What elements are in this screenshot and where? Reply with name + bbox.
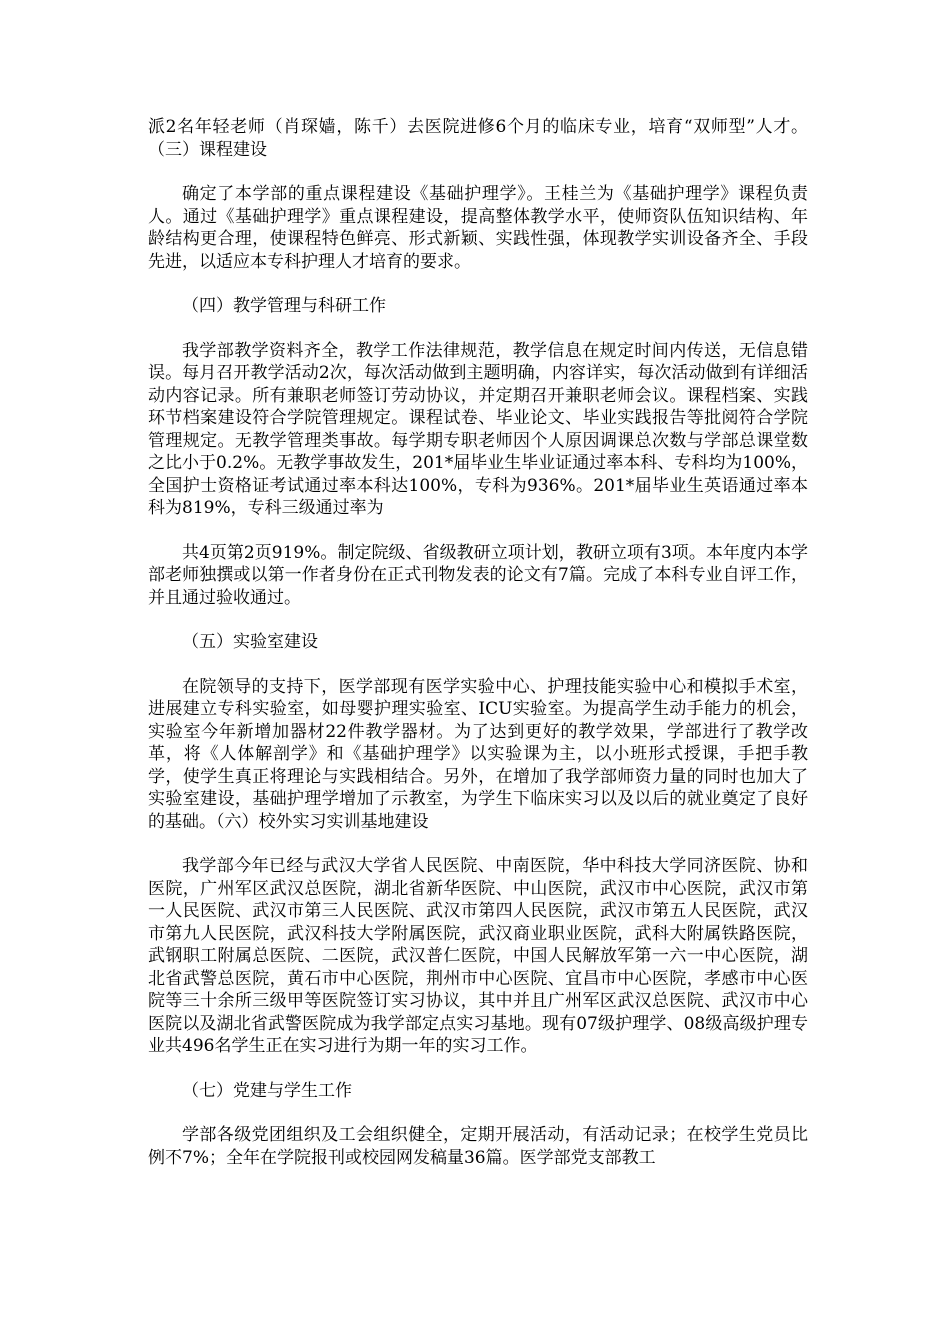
- paragraph-teaching-management: 我学部教学资料齐全，教学工作法律规范，教学信息在规定时间内传送，无信息错误。每月召开教学活动2次，每次活动做到主题明确，内容详实，每次活动做到有详细活动内容记录。所有兼职老师签订劳动协议，并定期召开兼职老师会议。课程档案、实践环节档案建设符合学院管理规定。课程试卷、毕业论文、毕业实践报告等批阅符合学院管理规定。无教学管理类事故。每学期专职老师因个人原因调课总次数与学部总课堂数之比小于0.2%。无教学事故发生，201*届毕业生毕业证通过率本科、专科均为100%，全国护士资格证考试通过率本科达100%，专科为936%。201*届毕业生英语通过率本科为819%，专科三级通过率为: [148, 340, 808, 518]
- paragraph-research-projects: 共4页第2页919%。制定院级、省级教研立项计划，教研立项有3项。本年度内本学部老师独撰或以第一作者身份在正式刊物发表的论文有7篇。完成了本科专业自评工作，并且通过验收通过。: [148, 542, 808, 608]
- paragraph-teacher-training: 派2名年轻老师（肖琛嫱，陈千）去医院进修6个月的临床专业，培育“双师型”人才。（三）课程建设: [148, 117, 808, 160]
- paragraph-internship-bases: 我学部今年已经与武汉大学省人民医院、中南医院，华中科技大学同济医院、协和医院，广州军区武汉总医院，湖北省新华医院、中山医院，武汉市中心医院，武汉市第一人民医院、武汉市第三人民医院、武汉市第四人民医院，武汉市第五人民医院，武汉市第九人民医院，武汉科技大学附属医院，武汉商业职业医院，武科大附属铁路医院，武钢职工附属总医院、二医院，武汉普仁医院，中国人民解放军第一六一中心医院，湖北省武警总医院，黄石市中心医院，荆州市中心医院、宜昌市中心医院，孝感市中心医院等三十余所三级甲等医院签订实习协议，其中并且广州军区武汉总医院、武汉市中心医院以及湖北省武警医院成为我学部定点实习基地。现有07级护理学、08级高级护理专业共496名学生正在实习进行为期一年的实习工作。: [148, 856, 808, 1056]
- heading-laboratory: （五）实验室建设: [182, 632, 318, 652]
- document-body: [148, 116, 808, 1191]
- paragraph-laboratory: 在院领导的支持下，医学部现有医学实验中心、护理技能实验中心和模拟手术室，进展建立专科实验室，如母婴护理实验室、ICU实验室。为提高学生动手能力的机会，实验室今年新增加器材22件教学器材。为了达到更好的教学效果，学部进行了教学改革，将《人体解剖学》和《基础护理学》以实验课为主，以小班形式授课，手把手教学，使学生真正将理论与实践相结合。另外，在增加了我学部师资力量的同时也加大了实验室建设，基础护理学增加了示教室，为学生下临床实习以及以后的就业奠定了良好的基础。（六）校外实习实训基地建设: [148, 676, 808, 832]
- paragraph-party-student-work: 学部各级党团组织及工会组织健全，定期开展活动，有活动记录；在校学生党员比例不7%；全年在学院报刊或校园网发稿量36篇。医学部党支部教工: [148, 1125, 808, 1168]
- heading-party-student-work: （七）党建与学生工作: [182, 1080, 352, 1101]
- paragraph-course-construction: 确定了本学部的重点课程建设《基础护理学》。王桂兰为《基础护理学》课程负责人。通过《基础护理学》重点课程建设，提高整体教学水平，使师资队伍知识结构、年龄结构更合理，使课程特色鲜亮、形式新颖、实践性强，体现教学实训设备齐全、手段先进，以适应本专科护理人才培育的要求。: [148, 184, 808, 272]
- heading-teaching-management: （四）教学管理与科研工作: [182, 296, 386, 316]
